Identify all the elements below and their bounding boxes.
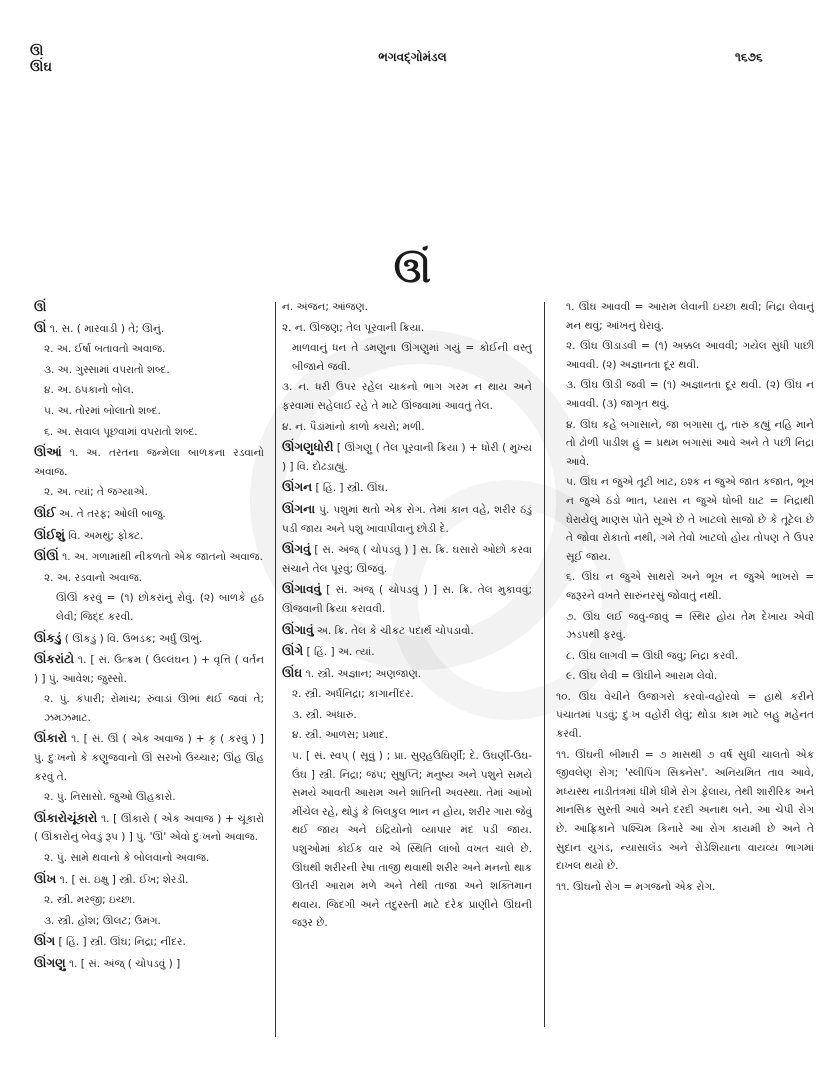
running-title: ભગવદ્ગોમંડલ <box>378 50 447 64</box>
entry-sense <box>282 747 532 933</box>
headword: ઊં <box>34 320 47 335</box>
entry-sense <box>556 608 814 645</box>
definition-text: ૧. અ. ગળામાંથી નીકળતો એક જાતનો અવાજ. <box>58 551 263 564</box>
dictionary-entry <box>282 540 532 578</box>
entry-sense <box>556 376 814 413</box>
definition-text: ૨. પું. કંપારી; રોમાંચ; રુંવાડાં ઊભાં થઈ જવાં તે; ઝમઝમાટ. <box>44 693 264 724</box>
dictionary-entry <box>34 870 264 890</box>
entry-sense <box>282 319 532 338</box>
definition-text: [ હિં. ] સ્ત્રી. ઊંઘ; નિદ્રા; નીંદર. <box>55 936 186 949</box>
entry-sense <box>34 483 264 502</box>
dictionary-entry <box>282 500 532 538</box>
dictionary-entry <box>282 478 532 498</box>
definition-text: ૪. ન. પૈડાંમાંનો કાળો ક્ચરો; મળી. <box>282 420 425 433</box>
entry-sense <box>556 667 814 686</box>
headword: ઊંઘ <box>282 665 303 680</box>
headword: ઊંઈશું <box>34 527 65 542</box>
headword: ઊંકારો <box>34 731 68 746</box>
entry-sense <box>34 298 264 317</box>
dictionary-entry <box>34 932 264 952</box>
definition-text: [ ઊંગણુ ( તેલ પૂરવાની ક્રિયા ) + ધોરી ( મુખ્ય ) ] વિ. દોઢડાહ્યું. <box>282 442 532 473</box>
column-divider <box>275 302 276 1037</box>
definition-text: માળવાનું ધન તે ડમણુના ઊંગણુમાં ગયું = કોઈની વસ્તુ બીજાને જવી. <box>292 342 532 373</box>
headword: ઊંગવું <box>282 542 311 557</box>
definition-text: ૫. [ સં. સ્વપ્ ( સૂવું ) ; પ્રા. સુણ્હઉઘિર્ણી; દે. ઉઘર્ણી-ઉઘ-ઉંઘ ] સ્ત્રી. નિદ્રા; જંપ; સુષુપ્તિ; મનુષ્ય અને પશુને સમયે સમયે આવતી આરામ અને શાંતિની અવસ્થા. તેમાં આંખો મીંચેલ રહે, થોડું કે બિલકુલ ભાન ન હોય, શરીર ગારા જેવું થઈ જાય અને ઇંદ્રિયોનો વ્યાપાર મંદ પડી જાય. પશુઓમાં કોઈક વાર એ સ્થિતિ લાંબો વખત ચાલે છે. ઊંઘથી શરીરની રેષા તાજી થવાથી શરીર અને મનનો થાક ઊતરી આરામ મળે અને તેથી તાજા અને શક્તિમાન થવાય. જિંદગી અને તંદુરસ્તી માટે દરેક પ્રાણીને ઊંઘની જરૂર છે. <box>292 750 532 930</box>
entry-sense <box>34 849 264 868</box>
definition-text: ૭. ઊંઘ લઈ જવું-જાવું = સ્થિર હોય તેમ દેખાય એવી ઝડપથી ફરવું. <box>566 610 814 642</box>
entry-sense <box>282 726 532 745</box>
entry-sense <box>34 340 264 359</box>
definition-text: ૨. અ. ત્યાં; તે જગ્યાએ. <box>44 486 148 499</box>
dictionary-entry <box>282 438 532 476</box>
definition-text: અ. તે તરફ; ઓલી બાજુ. <box>55 507 166 520</box>
definition-text: ૬. ઊંઘ ન જુએ સાથરો અને ભૂખ ન જુએ ભાખરો = જરૂરને વખતે સારુંનરસું જોવાતું નથી. <box>566 571 814 602</box>
definition-text: ૩. અ. ગુસ્સામાં વપરાતો શબ્દ. <box>44 363 170 376</box>
definition-text: ૪. સ્ત્રી. આળસ; પ્રમાદ. <box>292 729 389 742</box>
dictionary-entry <box>34 954 264 974</box>
headword: ઊંગણુ <box>34 956 66 970</box>
headword: ઊંગણુધોરી <box>282 440 334 455</box>
entry-sense <box>556 688 814 744</box>
headword: ઊંઈ <box>34 505 56 520</box>
dictionary-entry <box>34 526 264 546</box>
section-letter: ઊં <box>393 250 432 291</box>
definition-text: ૩. સ્ત્રી. હોંશ; ઊલટ; ઉમંગ. <box>44 914 161 927</box>
definition-text: ૬. અ. સવાલ પૂછવામાં વપરાતો શબ્દ. <box>44 425 198 438</box>
definition-text: ૨. સ્ત્રી. મરજી; ઇચ્છા. <box>44 894 136 907</box>
entry-sense <box>34 788 264 807</box>
definition-text: ૨. અ. રડવાનો અવાજ. <box>44 571 143 584</box>
definition-text: ૮. ઊંઘ લાગવી = ઊંઘી જવું; નિદ્રા કરવી. <box>566 649 739 662</box>
definition-text: [ હિં. ] અ. ત્યાં. <box>303 646 375 659</box>
headword: ઊંકરાંટો <box>34 652 75 667</box>
dictionary-entry <box>34 319 264 339</box>
entry-sense <box>34 361 264 380</box>
entry-sense <box>282 685 532 704</box>
definition-text: ૫. અ. તોરમાં બોલાતો શબ્દ. <box>44 404 161 417</box>
definition-text: ૩. ઊંઘ ઊડી જવી = (૧) અજ્ઞાનતા દૂર થવી. (૨) ઊંઘ ન આવવી. (૩) જાગૃત થવું. <box>566 379 814 410</box>
column-divider <box>544 302 545 1027</box>
entry-sense <box>34 402 264 421</box>
headword: ઊંગે <box>282 644 304 659</box>
entry-sense <box>282 298 532 317</box>
entry-sense <box>34 891 264 910</box>
definition-text: ૪. અ. ઠપકાનો બોલ. <box>44 384 134 397</box>
definition-text: ૧. અ. તરતના જન્મેલા બાળકના રડવાનો અવાજ. <box>34 447 264 478</box>
dictionary-entry <box>34 809 264 847</box>
definition-text: ૧૧. ઊંઘની બીમારી = ૭ માસથી ૭ વર્ષ સુધી ચાલતો એક જીવલેણ રોગ; 'સ્લીપિંગ સિક્નેસ'. અનિયમિત તાવ આવે, મધ્યસ્થ નાડીતંત્રમાં ધીમે ધીમે રોગ ફેલાય, તેથી શારીરિક અને માનસિક સુસ્તી આવે અને દરદી અનાથ બને. આ ચેપી રોગ છે. આફ્રિકાને પશ્ચિમ કિનારે આ રોગ કાયમી છે અને તે સુદાન યુગંડ, ન્યાસાલૅંડ અને રોડેશિયાના વાયવ્ય ભાગમાં દાખલ થયો છે. <box>556 748 814 873</box>
entry-sense <box>556 878 814 897</box>
headword: ઊંઊં <box>34 549 59 564</box>
entry-sense <box>282 706 532 725</box>
entry-sense <box>556 416 814 472</box>
entry-sense <box>34 589 264 626</box>
dictionary-entry <box>282 621 532 641</box>
definition-text: ૨. પું. સામે થવાનો કે બોલવાનો અવાજ. <box>44 852 210 865</box>
definition-text: ૨. ન. ઊંજણ; તેલ પૂરવાની ક્રિયા. <box>282 321 425 334</box>
entry-sense <box>34 381 264 400</box>
definition-text: ૨. ઊંઘ ઊડાડવી = (૧) અક્કલ આવવી; ગયેલ સુધી પાછી આવવી. (૨) અજ્ઞાનતા દૂર થવી. <box>566 340 814 371</box>
dictionary-entry <box>34 443 264 481</box>
dictionary-entry <box>34 650 264 688</box>
definition-text: ન. અંજન; આંજણ. <box>282 301 368 313</box>
column-2 <box>282 298 532 935</box>
entry-sense <box>556 568 814 605</box>
headword: ઊંગાવું <box>282 622 314 637</box>
headword: ઊંગન <box>282 480 313 495</box>
definition-text: [ હિં. ] સ્ત્રી. ઊંઘ. <box>312 482 388 495</box>
definition-text: ૧. [ ઊંકારો ( એક અવાજ ) + ચૂંકારો ( ઊંકારોનું બેવડું રૂપ ) ] પું. 'ઊં' એવો દુઃખનો અવાજ. <box>34 812 264 844</box>
definition-text: વિ. અમથું; ફોક્ટ. <box>64 529 144 542</box>
definition-text: [ સં. અંજ્ ( ચોપડવું ) ] સ. ક્રિ. ઘસારો ઓછો કરવા સંચાને તેલ પૂરવું; ઊંજવું. <box>282 544 532 575</box>
definition-text: [ સં. અંજ્ ( ચોપડવું ) ] સ. ક્રિ. તેલ મુકાવવું; ઊંજવાની ક્રિયા કરાવવી. <box>282 584 532 615</box>
dictionary-entry <box>282 642 532 662</box>
definition-text: ૯. ઊંઘ લેવી = ઊંઘીને આરામ લેવો. <box>566 670 718 683</box>
entry-sense <box>34 912 264 931</box>
entry-sense <box>34 423 264 442</box>
entry-sense <box>34 569 264 588</box>
headword: ઊંખ <box>34 871 57 886</box>
definition-text: અ. ક્રિ. તેલ કે ચીકટ પદાર્થ ચોપડાવો. <box>313 624 474 637</box>
entry-sense <box>34 690 264 727</box>
definition-text: ૧૧. ઊંઘનો રોગ = મગજનો એક રોગ. <box>556 880 716 893</box>
definition-text: ૧. [ સં. ઇક્ષુ ] સ્ત્રી. ઈખ; શેરડી. <box>56 873 189 886</box>
column-1 <box>34 298 264 976</box>
entry-sense <box>556 647 814 666</box>
definition-text: ૧. [ સં. અંજ્ ( ચોપડવું ) ] <box>65 958 181 970</box>
column-3 <box>556 298 814 898</box>
entry-sense <box>282 339 532 376</box>
headword: ઊંગ <box>34 934 56 949</box>
definition-text: ( ઊંકડું ) વિ. ઉભડક; અર્ધું ઊભું. <box>61 632 203 645</box>
definition-text: ઊંઊં કરવું = (૧) છોકરાંનું રોવું. (૨) બાળકે હઠ લેવી; જિદ્દ કરવી. <box>56 592 264 623</box>
dictionary-entry <box>34 547 264 567</box>
headword: ઊંગના <box>282 501 316 516</box>
page-number: ૧૬૭૬ <box>735 50 763 64</box>
definition-text: ૨. સ્ત્રી. અર્ધનિદ્રા; કાગાનીંદર. <box>292 688 414 701</box>
definition-text: ૫. ઊંઘ ન જુએ તૂટી ખાટ, ઇશ્ક ન જુએ જાત કજાત, ભૂખ ન જુએ ઠંડો ભાત, પ્યાસ ન જુએ ધોબી ઘાટ = નિદ્રાથી ઘેરાયેલું માણસ પોતે સૂએ છે તે ખાટલો સાજો છે કે તૂટેલ છે તે જોવા રોકાતો નથી, ગમે તેવો ખાટલો હોય તોપણ તે ઉપર સૂઈ જાય. <box>566 476 814 563</box>
definition-text: ૧. [ સં. ઉત્ક્રમ ( ઉલ્લંઘન ) + વૃત્તિ ( વર્તન ) ] પું. આવેશ; જુસ્સો. <box>34 654 264 685</box>
entry-sense <box>282 418 532 437</box>
definition-text: ૪. ઊંઘ કહે બગાસાને, જા બગાસા તું, તારું કહ્યું નહિ માને તો ઢોળી પાડીશ હું = પ્રથમ બગાસાં આવે અને તે પછી નિદ્રા આવે. <box>566 418 814 468</box>
headword: ઊંઆં <box>34 445 62 460</box>
dictionary-entry <box>282 580 532 618</box>
headword: ઊંકારોચૂંકારો <box>34 810 98 825</box>
definition-text: ૩. ન. ધરી ઉપર રહેલ ચાકનો ભાગ ગરમ ન થાય અને ફરવામાં સહેલાઈ રહે તે માટે ઊંજવામાં આવતું તેલ. <box>282 381 532 412</box>
dictionary-entry <box>282 664 532 684</box>
dictionary-entry <box>34 504 264 524</box>
headword: ઊંકડું <box>34 630 62 645</box>
definition-text: પું. પશુમાં થતો એક રોગ. તેમાં કાન વહે, શરીર ઠંડું પડી જાય અને પશુ ખાવાપીવાનું છોડી દે. <box>282 503 532 535</box>
entry-sense <box>282 378 532 415</box>
entry-sense <box>556 337 814 374</box>
entry-sense <box>556 473 814 566</box>
definition-text: ૧. ઊંઘ આવવી = આરામ લેવાની ઇચ્છા થવી; નિદ્રા લેવાનું મન થવું; આંખનું ઘેરાવું. <box>566 301 814 332</box>
dictionary-entry <box>34 729 264 786</box>
definition-text: ૧૦. ઊંઘ વેચીને ઉજાગરો કરવો-વહોરવો = હાથે કરીને પંચાતમાં પડવું; દુઃખ વહોરી લેવું; થોડા કામ માટે બહુ મહેનત કરવી. <box>556 690 814 741</box>
guide-word-bottom: ઊંઘ <box>30 60 52 75</box>
definition-text: ૧. સ. ( મારવાડી ) તે; ઊનું. <box>46 322 165 335</box>
definition-text: ૨. અ. ઈર્ષા બતાવતો અવાજ. <box>44 343 166 356</box>
entry-sense <box>556 746 814 876</box>
definition-text: ૩. સ્ત્રી. અંધારું. <box>292 708 357 721</box>
definition-text: ૧. [ સં. ઊં ( એક અવાજ ) + કૃ ( કરવું ) ] પું. દુઃખનો કે કણુજવાનો ઊં સરખો ઉચ્ચાર; ઊંહ ઊંહ કરવું તે. <box>34 733 264 783</box>
definition-text: ૨. પું. નિસાસો. જુઓ ઊહકારો. <box>44 791 176 804</box>
entry-sense <box>556 298 814 335</box>
headword: ઊંગાવવું <box>282 582 322 597</box>
definition-text: ઊં <box>34 300 47 314</box>
guide-word-top: ઊ <box>30 44 44 59</box>
dictionary-entry <box>34 629 264 649</box>
definition-text: ૧. સ્ત્રી. અજ્ઞાન; અણજાણ. <box>302 667 422 680</box>
